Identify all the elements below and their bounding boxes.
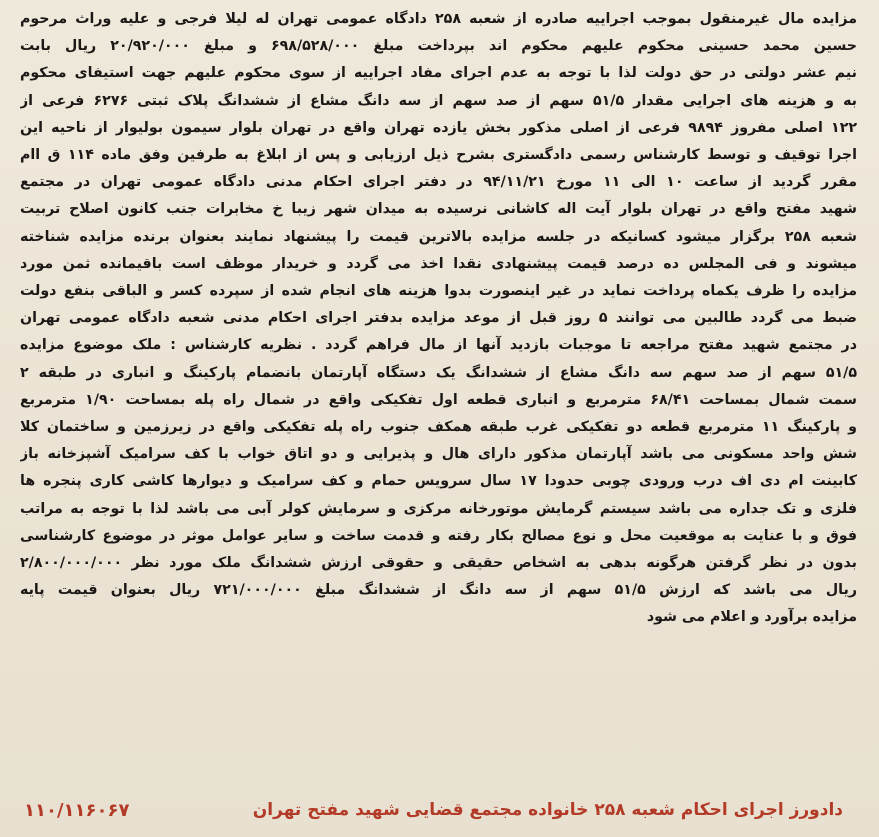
notice-line-16: و پارکینگ ۱۱ مترمربع قطعه دو تفکیکی غرب طبقه همکف جنوب راه پله تفکیکی واقع در زیرزمین و ساختمان کلا [20,419,857,436]
issuer-signature: دادورز اجرای احکام شعبه ۲۵۸ خانواده مجتمع قضایی شهید مفتح تهران [252,800,843,820]
notice-line-2: حسین محمد حسینی محکوم علیهم محکوم اند بپرداخت مبلغ ۶۹۸/۵۲۸/۰۰۰ و مبلغ ۲۰/۹۲۰/۰۰۰ ریال بابت [20,38,857,55]
notice-footer [24,794,843,826]
auction-notice-body [20,6,857,632]
notice-line-12: ضبط می گردد طالبین می توانند ۵ روز قبل از موعد مزایده بدفتر اجرای احکام مدنی شعبه دادگاه عمومی تهران [20,310,857,327]
notice-line-1: مزایده مال غیرمنقول بموجب اجراییه صادره از شعبه ۲۵۸ دادگاه عمومی تهران له لیلا فرجی و علیه وراث مرحوم [20,11,857,27]
notice-line-8: شهید مفتح واقع در تهران بلوار آیت اله کاشانی نرسیده به میدان شهر زیبا خ مخابرات جنب کانون اصلاح تربیت [20,201,857,218]
notice-line-15: سمت شمال بمساحت ۶۸/۴۱ مترمربع و انباری قطعه اول تفکیکی واقع در شمال راه پله بمساحت ۱/۹۰ مترمربع [20,391,857,408]
notice-line-23: مزایده برآورد و اعلام می شود [646,609,857,626]
notice-line-22: ریال می باشد که ارزش ۵۱/۵ سهم از سه دانگ از ششدانگ مبلغ ۷۲۱/۰۰۰/۰۰۰ ریال بعنوان قیمت پایه [20,582,857,599]
notice-line-14: ۵۱/۵ سهم از صد سهم سه دانگ مشاع از ششدانگ یک دستگاه آپارتمان بانضمام پارکینگ و انباری در طبقه ۲ [20,364,857,381]
notice-line-10: میشوند و فی المجلس ده درصد قیمت پیشنهادی نقدا اخذ می گردد و خریدار موظف است باقیمانده ثمن مورد [20,255,857,272]
notice-line-19: فلزی و تک جداره می باشد سیستم گرمایش موتورخانه مرکزی و سرمایش کولر آبی می باشد لذا با توجه به مراتب [20,500,857,517]
notice-line-13: در مجتمع شهید مفتح مراجعه تا موجبات بازدید آنها از مال فراهم گردد . نظریه کارشناس : ملک موضوع مزایده [20,337,857,354]
notice-line-4: به و هزینه های اجرایی مقدار ۵۱/۵ سهم از صد سهم از سه دانگ مشاع از ششدانگ پلاک ثبتی ۶۲۷۶ فرعی از [20,92,857,109]
notice-line-9: شعبه ۲۵۸ برگزار میشود کسانیکه در جلسه مزایده بالاترین قیمت را پیشنهاد نمایند بعنوان برنده مزایده شناخته [20,228,857,245]
notice-line-18: کابینت ام دی اف درب ورودی چوبی حدودا ۱۷ سال سرویس حمام و کف سرامیک و دیوارها کاشی کاری پنجره ها [20,473,857,490]
notice-line-17: شش واحد مسکونی می باشد آپارتمان مذکور دارای هال و پذیرایی و دو اتاق خواب با کف سرامیک آشپزخانه باز [20,446,857,463]
notice-line-3: نیم عشر دولتی در حق دولت لذا با توجه به عدم اجرای مفاد اجراییه از سوی محکوم علیهم جهت استیفای محکوم [20,65,857,82]
notice-line-5: ۱۲۲ اصلی مفروز ۹۸۹۴ فرعی از اصلی مذکور بخش یازده تهران واقع در تهران بلوار سیمون بولیوار از ناحیه این [20,119,857,136]
notice-line-6: اجرا توقیف و توسط کارشناس رسمی دادگستری بشرح ذیل ارزیابی و پس از ابلاغ به طرفین وفق ماده ۱۱۴ ق اام [20,147,857,164]
notice-line-20: فوق و با عنایت به موقعیت محل و نوع مصالح بکار رفته و قدمت ساخت و سایر عوامل موثر در موضوع کارشناسی [20,527,857,544]
notice-line-21: بدون در نظر گرفتن هرگونه بدهی به اشخاص حقیقی و حقوقی ارزش ششدانگ ملک مورد نظر ۲/۸۰۰/۰۰۰/۰۰۰ [20,555,857,572]
notice-line-11: مزایده را ظرف یکماه پرداخت نماید در غیر اینصورت بدوا هزینه های انجام شده از سپرده کسر و الباقی بنفع دولت [20,283,857,300]
notice-line-7: مقرر گردید از ساعت ۱۰ الی ۱۱ مورخ ۹۴/۱۱/۲۱ در دفتر اجرای احکام مدنی دادگاه عمومی تهران در مجتمع [20,174,857,191]
reference-code: ۱۱۰/۱۱۶۰۶۷ [24,799,130,821]
